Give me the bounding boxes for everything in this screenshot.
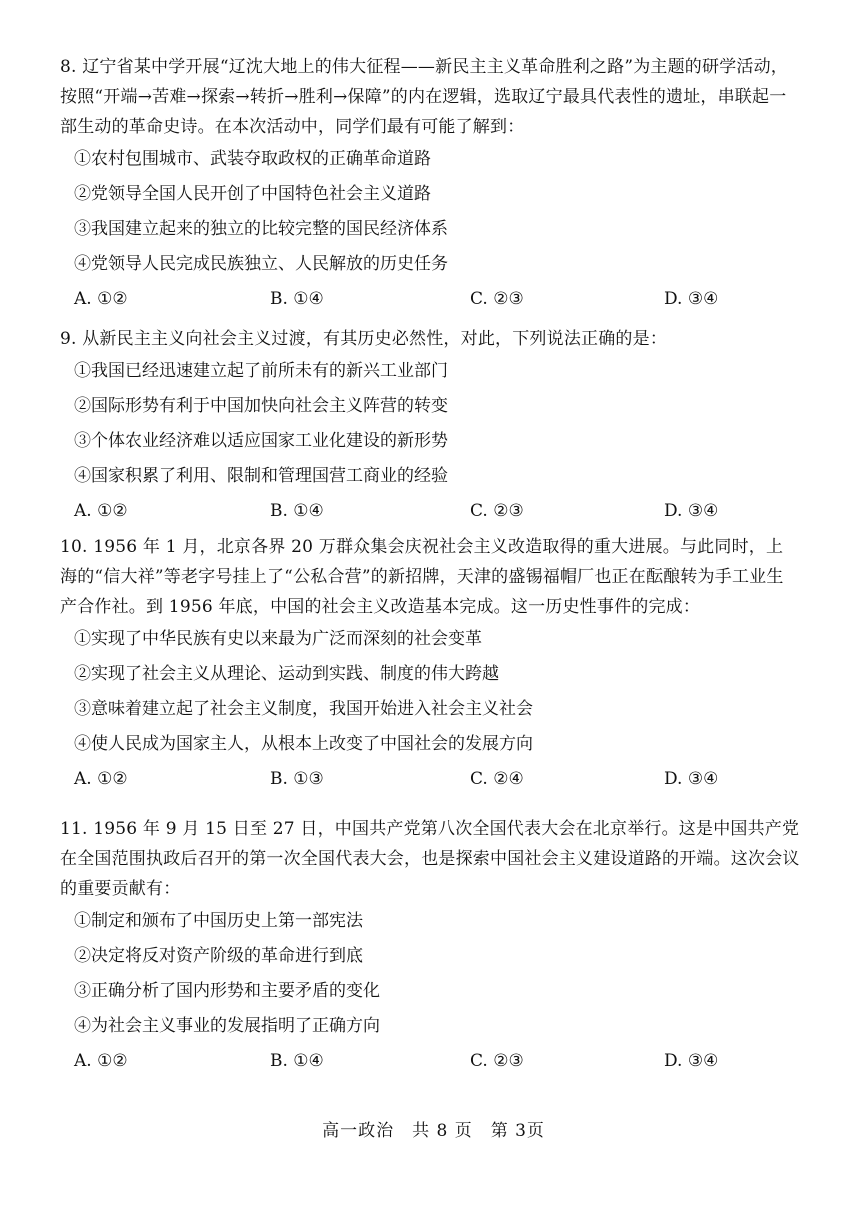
- question-stem: 9. 从新民主主义向社会主义过渡，有其历史必然性，对此，下列说法正确的是：: [60, 329, 668, 349]
- statement-2: ②国际形势有利于中国加快向社会主义阵营的转变: [74, 396, 448, 416]
- statement-3: ③我国建立起来的独立的比较完整的国民经济体系: [74, 219, 448, 239]
- answer-options: [60, 494, 800, 528]
- statement-4: ④为社会主义事业的发展指明了正确方向: [74, 1016, 380, 1036]
- page-footer: 高一政治 共 8 页 第 3页: [322, 1121, 545, 1141]
- statement-4: ④国家积累了利用、限制和管理国营工商业的经验: [74, 466, 448, 486]
- answer-options: [60, 282, 800, 316]
- option-b[interactable]: B. ①④: [270, 1051, 324, 1071]
- statement-3: ③个体农业经济难以适应国家工业化建设的新形势: [74, 431, 448, 451]
- option-a[interactable]: A. ①②: [74, 289, 128, 309]
- question-stem: 10. 1956 年 1 月，北京各界 20 万群众集会庆祝社会主义改造取得的重大进展。与此同时，上海的“信大祥”等老字号挂上了“公私合营”的新招牌，天津的盛锡福帽厂也正在酝酿转为手工业生产合作社。到 1956 年底，中国的社会主义改造基本完成。这一历史性事件的完成：: [60, 537, 784, 617]
- question-8: [60, 52, 800, 316]
- option-b[interactable]: B. ①③: [270, 769, 324, 789]
- question-11: [60, 814, 800, 1078]
- option-c[interactable]: C. ②③: [470, 501, 524, 521]
- option-d[interactable]: D. ③④: [664, 289, 719, 309]
- option-b[interactable]: B. ①④: [270, 501, 324, 521]
- statement-4: ④使人民成为国家主人，从根本上改变了中国社会的发展方向: [74, 734, 533, 754]
- option-c[interactable]: C. ②③: [470, 1051, 524, 1071]
- statement-2: ②实现了社会主义从理论、运动到实践、制度的伟大跨越: [74, 664, 499, 684]
- statement-3: ③正确分析了国内形势和主要矛盾的变化: [74, 981, 380, 1001]
- statement-2: ②党领导全国人民开创了中国特色社会主义道路: [74, 184, 431, 204]
- statement-4: ④党领导人民完成民族独立、人民解放的历史任务: [74, 254, 448, 274]
- statement-2: ②决定将反对资产阶级的革命进行到底: [74, 946, 363, 966]
- statement-1: ①农村包围城市、武装夺取政权的正确革命道路: [74, 149, 431, 169]
- statement-1: ①制定和颁布了中国历史上第一部宪法: [74, 911, 363, 931]
- option-a[interactable]: A. ①②: [74, 501, 128, 521]
- statement-3: ③意味着建立起了社会主义制度，我国开始进入社会主义社会: [74, 699, 533, 719]
- option-d[interactable]: D. ③④: [664, 1051, 719, 1071]
- statement-1: ①实现了中华民族有史以来最为广泛而深刻的社会变革: [74, 629, 482, 649]
- question-stem: 11. 1956 年 9 月 15 日至 27 日，中国共产党第八次全国代表大会在北京举行。这是中国共产党在全国范围执政后召开的第一次全国代表大会，也是探索中国社会主义建设道路的开端。这次会议的重要贡献有：: [60, 819, 800, 899]
- answer-options: [60, 762, 800, 796]
- statement-1: ①我国已经迅速建立起了前所未有的新兴工业部门: [74, 361, 448, 381]
- answer-options: [60, 1044, 800, 1078]
- question-9: [60, 324, 800, 528]
- question-10: [60, 532, 800, 796]
- option-d[interactable]: D. ③④: [664, 501, 719, 521]
- option-d[interactable]: D. ③④: [664, 769, 719, 789]
- question-stem: 8. 辽宁省某中学开展“辽沈大地上的伟大征程——新民主主义革命胜利之路”为主题的研学活动，按照“开端→苦难→探索→转折→胜利→保障”的内在逻辑，选取辽宁最具代表性的遗址，串联起一部生动的革命史诗。在本次活动中，同学们最有可能了解到：: [60, 57, 789, 137]
- option-a[interactable]: A. ①②: [74, 1051, 128, 1071]
- option-c[interactable]: C. ②③: [470, 289, 524, 309]
- option-b[interactable]: B. ①④: [270, 289, 324, 309]
- option-a[interactable]: A. ①②: [74, 769, 128, 789]
- option-c[interactable]: C. ②④: [470, 769, 524, 789]
